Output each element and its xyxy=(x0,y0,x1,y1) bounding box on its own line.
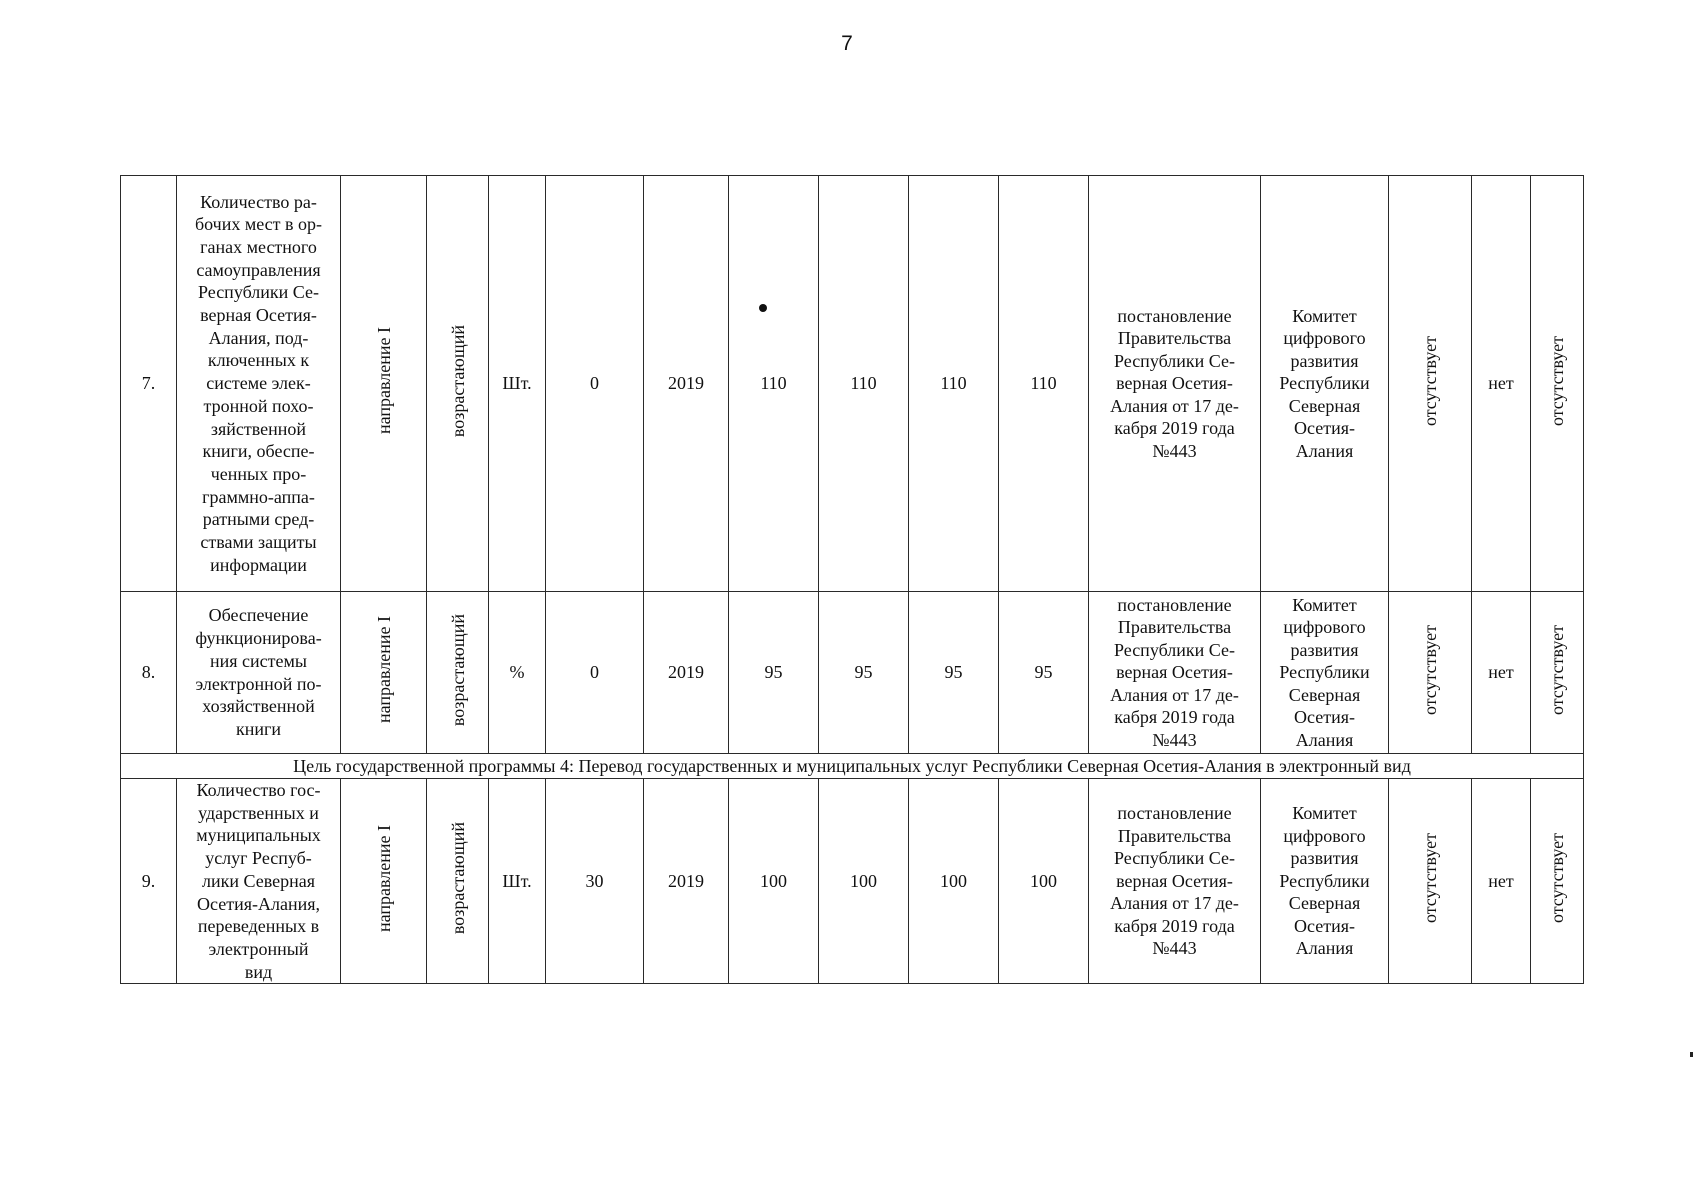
base-year-cell: 2019 xyxy=(644,176,729,592)
responsible-text: Комитет цифрового развития Республики Северная Осетия- Алания xyxy=(1279,305,1370,461)
document-cell xyxy=(1089,176,1261,592)
col15-text: отсутствует xyxy=(1547,833,1567,924)
row-number: 9. xyxy=(121,779,177,984)
value-2-cell: 110 xyxy=(819,176,909,592)
trend-text: возрастающий xyxy=(447,822,468,935)
row-number: 7. xyxy=(121,176,177,592)
direction-cell xyxy=(341,779,427,984)
trend-text: возрастающий xyxy=(447,613,468,726)
base-year-cell: 2019 xyxy=(644,592,729,754)
trend-cell xyxy=(427,592,489,754)
unit-cell: % xyxy=(489,592,546,754)
document-cell xyxy=(1089,779,1261,984)
col14-cell: нет xyxy=(1472,176,1531,592)
value-3-cell: 95 xyxy=(909,592,999,754)
value-2-cell: 95 xyxy=(819,592,909,754)
indicator-name-text: Количество ра- бочих мест в ор- ганах местного самоуправления Республики Се- верная Осетия- Алания, под- ключенных к системе элек- тронной похо- зяйственной книги, обеспе- ченных про- граммно-аппа- ратными сред- ствами защиты информации xyxy=(194,191,323,575)
value-4-cell: 100 xyxy=(999,779,1089,984)
unit-cell: Шт. xyxy=(489,779,546,984)
table-row xyxy=(121,176,1584,592)
indicator-name-text: Количество гос- ударственных и муниципальных услуг Респуб- лики Северная Осетия-Алания, переведенных в электронный вид xyxy=(196,780,321,982)
responsible-cell xyxy=(1261,779,1389,984)
indicator-name xyxy=(177,779,341,984)
col13-cell xyxy=(1389,779,1472,984)
value-1-cell: 100 xyxy=(729,779,819,984)
value-4-cell: 95 xyxy=(999,592,1089,754)
col15-cell xyxy=(1531,592,1584,754)
col13-text: отсутствует xyxy=(1420,624,1440,715)
responsible-text: Комитет цифрового развития Республики Северная Осетия- Алания xyxy=(1279,594,1370,750)
trend-cell xyxy=(427,176,489,592)
value-3-cell: 100 xyxy=(909,779,999,984)
responsible-text: Комитет цифрового развития Республики Северная Осетия- Алания xyxy=(1279,803,1370,959)
value-3-cell: 110 xyxy=(909,176,999,592)
responsible-cell xyxy=(1261,592,1389,754)
value-1-cell: 110 xyxy=(729,176,819,592)
responsible-cell xyxy=(1261,176,1389,592)
row-number: 8. xyxy=(121,592,177,754)
base-value-cell: 0 xyxy=(546,592,644,754)
col14-cell: нет xyxy=(1472,592,1531,754)
col15-text: отсутствует xyxy=(1547,624,1567,715)
indicator-name xyxy=(177,176,341,592)
col14-cell: нет xyxy=(1472,779,1531,984)
trend-text: возрастающий xyxy=(447,324,468,437)
scan-edge-mark xyxy=(1690,1052,1693,1057)
direction-text: направление I xyxy=(373,824,394,932)
indicators-table xyxy=(120,175,1584,984)
document-text: постановление Правительства Республики Се- верная Осетия- Алания от 17 де- кабря 2019 года №443 xyxy=(1110,594,1239,750)
base-year-cell: 2019 xyxy=(644,779,729,984)
document-text: постановление Правительства Республики Се- верная Осетия- Алания от 17 де- кабря 2019 года №443 xyxy=(1110,803,1239,959)
direction-cell xyxy=(341,176,427,592)
col13-cell xyxy=(1389,176,1472,592)
document-text: постановление Правительства Республики Се- верная Осетия- Алания от 17 де- кабря 2019 года №443 xyxy=(1110,305,1239,461)
stray-dot-mark xyxy=(759,304,767,312)
direction-text: направление I xyxy=(373,327,394,435)
col15-text: отсутствует xyxy=(1547,335,1567,426)
indicator-name xyxy=(177,592,341,754)
direction-cell xyxy=(341,592,427,754)
base-value-cell: 30 xyxy=(546,779,644,984)
base-value-cell: 0 xyxy=(546,176,644,592)
trend-cell xyxy=(427,779,489,984)
unit-cell: Шт. xyxy=(489,176,546,592)
direction-text: направление I xyxy=(373,616,394,724)
table-row xyxy=(121,592,1584,754)
goal-text: Цель государственной программы 4: Перевод государственных и муниципальных услуг Республики Северная Осетия-Алания в электронный вид xyxy=(121,754,1584,779)
page-number: 7 xyxy=(841,32,853,55)
table-row xyxy=(121,779,1584,984)
col13-text: отсутствует xyxy=(1420,335,1440,426)
col15-cell xyxy=(1531,779,1584,984)
col13-cell xyxy=(1389,592,1472,754)
goal-row xyxy=(121,754,1584,779)
col15-cell xyxy=(1531,176,1584,592)
value-2-cell: 100 xyxy=(819,779,909,984)
value-1-cell: 95 xyxy=(729,592,819,754)
col13-text: отсутствует xyxy=(1420,833,1440,924)
indicator-name-text: Обеспечение функционирова- ния системы электронной по- хозяйственной книги xyxy=(195,605,322,739)
value-4-cell: 110 xyxy=(999,176,1089,592)
document-cell xyxy=(1089,592,1261,754)
